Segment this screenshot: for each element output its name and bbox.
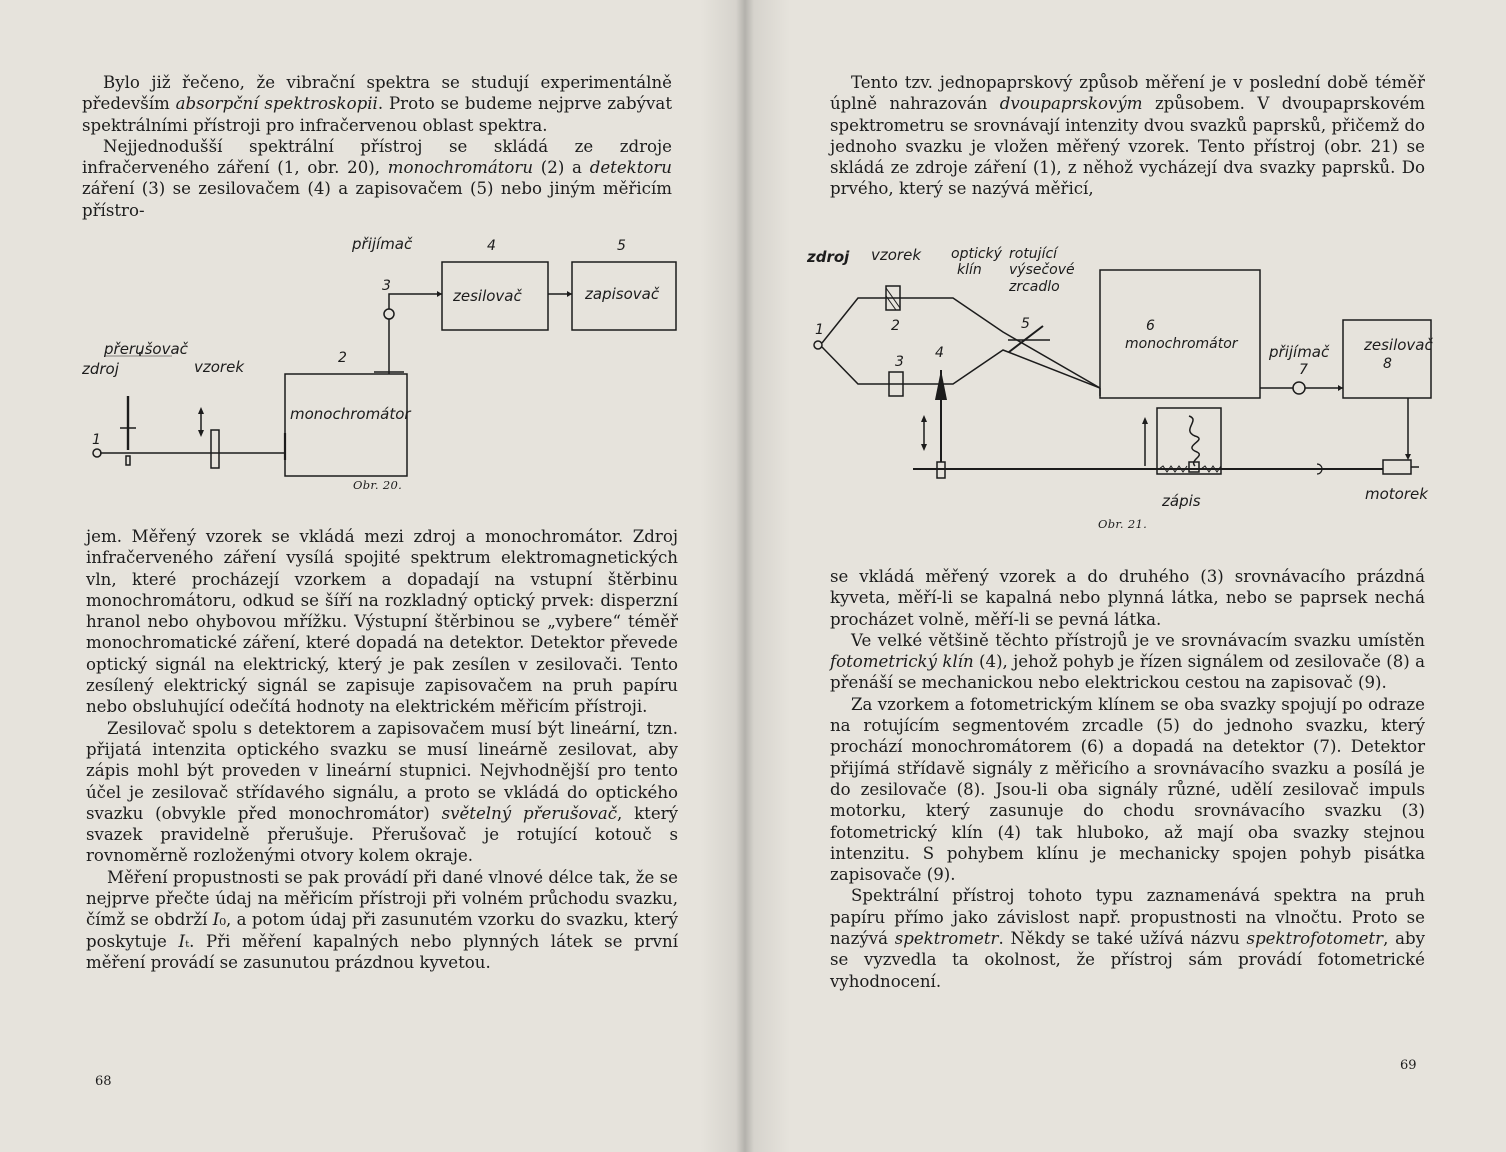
label-prerusovac: přerušovač bbox=[104, 340, 188, 358]
arrowhead-sample-up bbox=[198, 407, 204, 414]
text-run: . Proto se budeme nejprve zabývat spektrálními přístroji pro infračervenou oblast spektra. bbox=[82, 94, 672, 135]
text-run: Tento tzv. jednopaprskový způsob měření je v poslední době téměř úplně nahrazován bbox=[830, 73, 1425, 114]
label-zapis: zápis bbox=[1162, 492, 1201, 510]
label-4: 4 bbox=[935, 345, 944, 361]
italic-term: spektrofotometr bbox=[1246, 929, 1384, 949]
label-zapisovac: zapisovač bbox=[585, 285, 660, 303]
label-5: 5 bbox=[617, 238, 626, 254]
paragraph bbox=[830, 885, 1425, 991]
text-run: . Někdy se také užívá názvu bbox=[998, 929, 1247, 949]
text-run: Za vzorkem a fotometrickým klínem se oba svazky spojují po odraze na rotujícím segmentovém zrcadle (5) do jednoho svazku, který prochází monochromátorem (6) a dopadá na detektor (7). Detektor přijímá střídavě signály z měřicího a srovnávacího svazku a posílá je do zesilovače (8). Jsou-li oba signály různé, udělí zesilovač impuls motorku, který zasunuje do chodu srovnávacího svazku (3) fotometrický klín (4) tak hluboko, až mají oba svazky stejnou intenzitu. S pohybem klínu je mechanicky spojen pohyb pisátka zapisovače (9). bbox=[830, 694, 1425, 885]
wedge bbox=[935, 370, 947, 400]
motor-box bbox=[1383, 460, 1411, 474]
text-run: Zesilovač spolu s detektorem a zapisovačem musí být lineární, tzn. přijatá intenzita optického svazku se musí lineárně zesilovat, aby zápis mohl být proveden v lineární stupnici. Nejvhodnější pro tento účel je zesilovač střídavého signálu, a proto se vkládá do optického svazku (obvykle před monochromátor) bbox=[86, 718, 678, 823]
italic-term: absorpční spektroskopii bbox=[175, 94, 378, 114]
label-prijimac: přijímač bbox=[352, 235, 413, 253]
paragraph bbox=[830, 566, 1425, 630]
label-vzorek: vzorek bbox=[194, 358, 245, 376]
detector-circle bbox=[384, 309, 394, 319]
label-zesilovac: zesilovač bbox=[453, 287, 522, 305]
detector-to-amp-wire bbox=[389, 294, 442, 309]
text-run: se vkládá měřený vzorek a do druhého (3) srovnávacího prázdná kyveta, měří-li se kapalná nebo plynná látka, nebo se paprsek nechá procházet volně, měří-li se pevná látka. bbox=[830, 567, 1425, 629]
label-2: 2 bbox=[338, 350, 347, 366]
text-run: způsobem. V dvoupaprskovém spektrometru se srovnávají intenzity dvou svazků paprsků, přičemž do jednoho svazku je vložen měřený vzorek. Tento přístroj (obr. 21) se skládá ze zdroje záření (1), z něhož vycházejí dva svazky paprsků. Do prvého, který se nazývá měřicí, bbox=[830, 94, 1425, 199]
detector-circle bbox=[1293, 382, 1305, 394]
paragraph bbox=[86, 526, 678, 718]
paragraph bbox=[830, 694, 1425, 886]
page-number-left: 68 bbox=[95, 1074, 112, 1089]
text-run: Spektrální přístroj tohoto typu zaznamenává spektra na pruh papíru přímo jako závislost např. propustnosti na vlnočtu. Proto se nazývá bbox=[830, 886, 1425, 949]
text-run: Ve velké většině těchto přístrojů je ve srovnávacím svazku umístěn bbox=[851, 630, 1425, 650]
monochromator-box bbox=[1100, 270, 1260, 398]
label-2: 2 bbox=[891, 318, 900, 334]
label-rotujici: rotující bbox=[1009, 246, 1058, 262]
source-circle bbox=[814, 341, 822, 349]
arrowhead-motor bbox=[1405, 454, 1411, 460]
paragraph bbox=[830, 72, 1425, 200]
page-number-right: 69 bbox=[1400, 1058, 1417, 1073]
reference-beam bbox=[822, 347, 1100, 388]
text-run: , který svazek pravidelně přerušuje. Přerušovač je rotující kotouč s rovnoměrně rozloženými otvory kolem okraje. bbox=[86, 803, 678, 866]
text-run: (4), jehož pohyb je řízen signálem od zesilovače (8) a přenáší se mechanickou nebo elektrickou cestou na zapisovač (9). bbox=[830, 652, 1426, 693]
italic-term: světelný přerušovač bbox=[441, 803, 618, 823]
measuring-beam bbox=[822, 298, 1100, 388]
left-page-bottom-text bbox=[86, 526, 678, 973]
right-page bbox=[755, 0, 1506, 1152]
paragraph bbox=[830, 630, 1425, 694]
label-klin: klín bbox=[957, 262, 982, 278]
italic-term: detektoru bbox=[589, 158, 672, 178]
arrowhead-sample-down bbox=[198, 430, 204, 437]
italic-term: spektrometr bbox=[894, 929, 999, 949]
label-zdroj: zdroj bbox=[807, 248, 850, 266]
label-3: 3 bbox=[895, 354, 904, 370]
label-motorek: motorek bbox=[1365, 485, 1428, 503]
paragraph bbox=[86, 718, 678, 867]
label-zdroj: zdroj bbox=[82, 360, 119, 378]
right-page-bottom-text bbox=[830, 566, 1425, 992]
label-monochromator: monochromátor bbox=[1125, 336, 1238, 352]
italic-term: I bbox=[212, 910, 220, 930]
label-monochromator: monochromátor bbox=[290, 405, 411, 423]
label-zrcadlo: zrcadlo bbox=[1009, 279, 1060, 295]
label-4: 4 bbox=[487, 238, 496, 254]
label-prijimac: přijímač bbox=[1269, 343, 1330, 361]
source-circle bbox=[93, 449, 101, 457]
label-5: 5 bbox=[1021, 316, 1030, 332]
figure-21 bbox=[803, 240, 1443, 530]
text-run: , aby se vyzvedla ta okolnost, že přístroj sám provádí fotometrické vyhodnocení. bbox=[830, 929, 1425, 991]
text-run: jem. Měřený vzorek se vkládá mezi zdroj a monochromátor. Zdroj infračerveného záření vysílá spojité spektrum elektromagnetických vln, které procházejí vzorkem a dopadají na vstupní štěrbinu monochromátoru, odkud se šíří na rozkladný optický prvek: disperzní hranol nebo ohybovou mřížku. Výstupní štěrbinou se „vybere“ téměř monochromatické záření, které dopadá na detektor. Detektor převede optický signál na elektrický, který je pak zesílen v zesilovači. Tento zesílený elektrický signál se zapisuje zapisovačem na pruh papíru nebo obsluhující odečítá hodnoty na elektrickém měřicím přístroji. bbox=[86, 527, 678, 717]
paragraph bbox=[82, 136, 672, 221]
right-page-top-text bbox=[830, 72, 1425, 200]
text-run: Nejjednodušší spektrální přístroj se skládá ze zdroje infračerveného záření (1, obr. 20), bbox=[82, 136, 672, 178]
label-1: 1 bbox=[92, 432, 101, 448]
sample-plate bbox=[211, 430, 219, 468]
arrowhead-wedge-up bbox=[921, 415, 927, 422]
paragraph bbox=[86, 867, 678, 973]
text-run: ₀, a potom údaj při zasunutém vzorku do svazku, který poskytuje bbox=[86, 910, 678, 951]
label-vysecove: výsečové bbox=[1009, 262, 1075, 278]
italic-term: I bbox=[178, 931, 186, 951]
label-opticky: optický bbox=[951, 246, 1002, 262]
chopper-base bbox=[126, 456, 130, 465]
text-run: Měření propustnosti se pak provádí při dané vlnové délce tak, že se nejprve přečte údaj na měřicím přístroji při volném průchodu svazku, čímž se obdrží bbox=[86, 867, 678, 930]
label-vzorek: vzorek bbox=[871, 246, 922, 264]
text-run: (2) a bbox=[533, 158, 590, 178]
figure-21-diagram bbox=[803, 240, 1443, 530]
recorder-trace bbox=[1189, 416, 1199, 466]
text-run: záření (3) se zesilovačem (4) a zapisovačem (5) nebo jiným měřicím přístro- bbox=[82, 179, 672, 220]
label-7: 7 bbox=[1299, 362, 1308, 378]
text-run: Bylo již řečeno, že vibrační spektra se studují experimentálně především bbox=[82, 73, 672, 114]
arrowhead-pen bbox=[1142, 417, 1148, 424]
italic-term: dvoupaprskovým bbox=[999, 94, 1143, 114]
arrowhead-wedge-down bbox=[921, 444, 927, 451]
label-3: 3 bbox=[382, 278, 391, 294]
label-8: 8 bbox=[1383, 356, 1392, 372]
label-zesilovac: zesilovač bbox=[1364, 336, 1433, 354]
figure-20-caption: Obr. 20. bbox=[353, 478, 403, 492]
left-page-top-text bbox=[82, 72, 672, 221]
italic-term: monochromátoru bbox=[387, 158, 534, 178]
figure-20 bbox=[80, 228, 720, 488]
monochromator-box bbox=[285, 374, 407, 476]
left-page bbox=[0, 0, 745, 1152]
label-6: 6 bbox=[1146, 318, 1155, 334]
figure-21-caption: Obr. 21. bbox=[1098, 517, 1148, 531]
figure-20-diagram bbox=[80, 228, 720, 488]
italic-term: fotometrický klín bbox=[830, 652, 974, 672]
paragraph bbox=[82, 72, 672, 136]
text-run: ₜ. Při měření kapalných nebo plynných látek se první měření provádí se zasunutou prázdnou kyvetou. bbox=[86, 931, 678, 972]
label-1: 1 bbox=[815, 322, 824, 338]
